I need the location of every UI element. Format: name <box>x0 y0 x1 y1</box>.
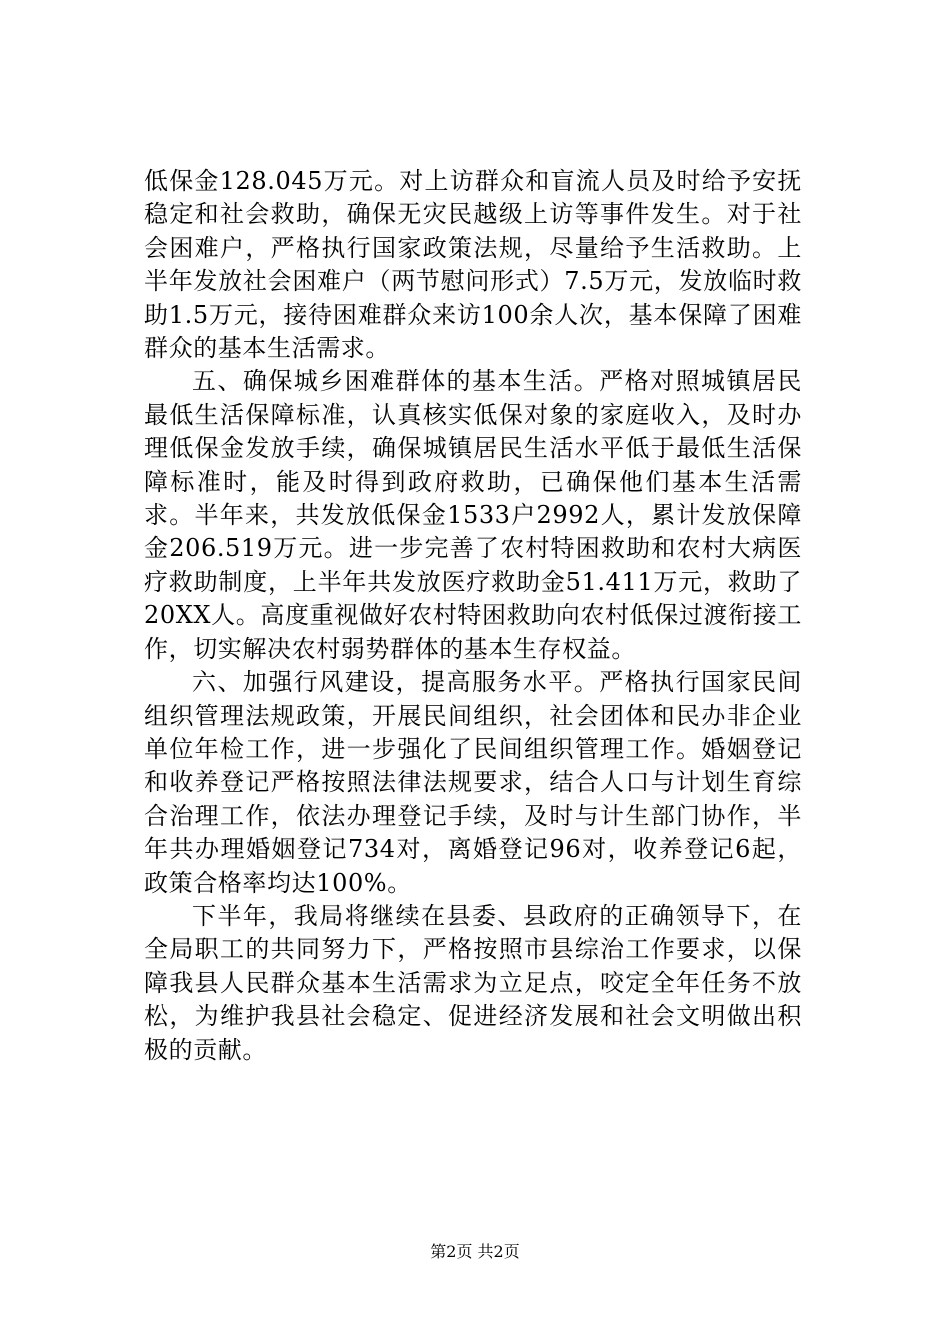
page-number-label: 第2页 共2页 <box>430 1242 520 1261</box>
paragraph-section-six: 六、加强行风建设，提高服务水平。严格执行国家民间组织管理法规政策，开展民间组织，社会团体和民办非企业单位年检工作，进一步强化了民间组织管理工作。婚姻登记和收养登记严格按照法律法规要求，结合人口与计划生育综合治理工作，依法办理登记手续，及时与计生部门协作，半年共办理婚姻登记734对，离婚登记96对，收养登记6起，政策合格率均达100%。 <box>144 668 802 897</box>
page-footer <box>0 1241 950 1263</box>
paragraph-section-five: 五、确保城乡困难群体的基本生活。严格对照城镇居民最低生活保障标准，认真核实低保对象的家庭收入，及时办理低保金发放手续，确保城镇居民生活水平低于最低生活保障标准时，能及时得到政府救助，已确保他们基本生活需求。半年来，共发放低保金1533户2992人，累计发放保障金206.519万元。进一步完善了农村特困救助和农村大病医疗救助制度，上半年共发放医疗救助金51.411万元，救助了20XX人。高度重视做好农村特困救助向农村低保过渡衔接工作，切实解决农村弱势群体的基本生存权益。 <box>144 367 802 663</box>
paragraph-second-half-plan: 下半年，我局将继续在县委、县政府的正确领导下，在全局职工的共同努力下，严格按照市县综治工作要求，以保障我县人民群众基本生活需求为立足点，咬定全年任务不放松，为维护我县社会稳定、促进经济发展和社会文明做出积极的贡献。 <box>144 901 802 1064</box>
document-body <box>144 165 802 1067</box>
paragraph-relief-funds: 低保金128.045万元。对上访群众和盲流人员及时给予安抚稳定和社会救助，确保无灾民越级上访等事件发生。对于社会困难户，严格执行国家政策法规，尽量给予生活救助。上半年发放社会困难户（两节慰问形式）7.5万元，发放临时救助1.5万元，接待困难群众来访100余人次，基本保障了困难群众的基本生活需求。 <box>144 167 802 363</box>
